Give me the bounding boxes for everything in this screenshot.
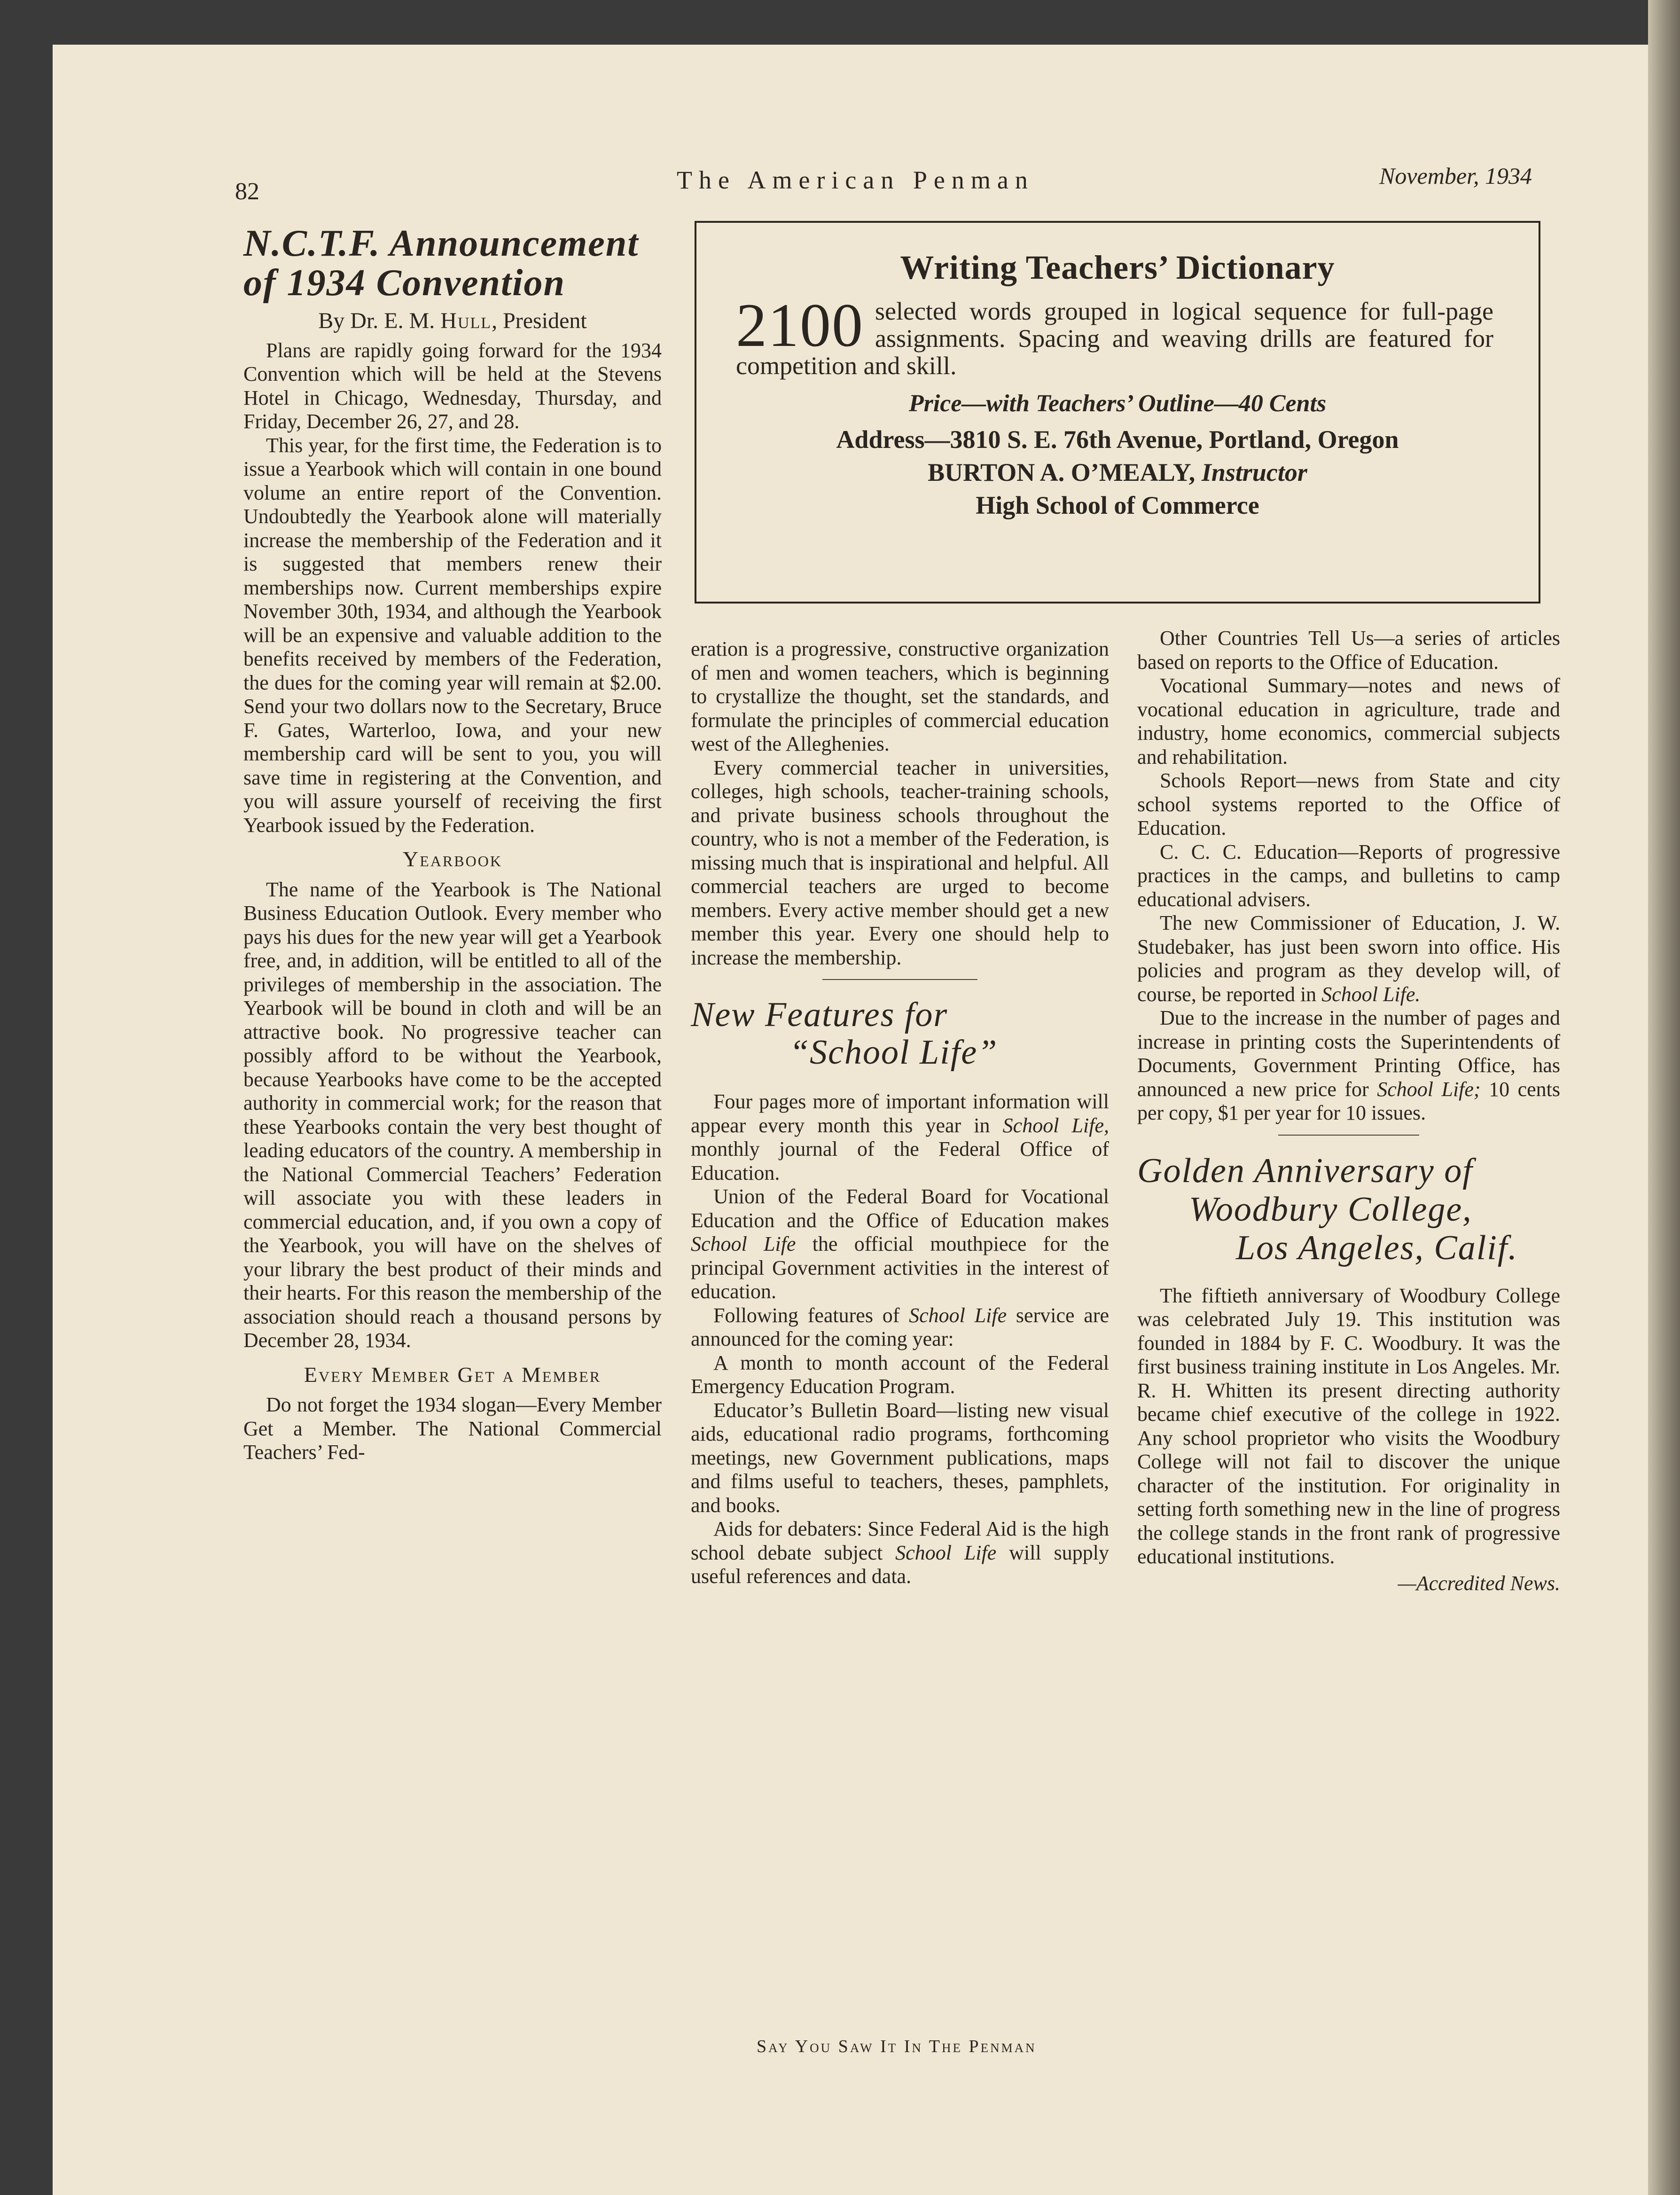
issue-date: November, 1934 (1379, 163, 1532, 189)
byline-suffix: , President (492, 308, 587, 333)
ad-body (736, 290, 1493, 380)
paragraph: Aids for debaters: Since Federal Aid is the high school debate subject School Life will supply useful references and data. (691, 1517, 1110, 1588)
ad-bottom-rule (695, 602, 1540, 604)
ad-big-number: 2100 (736, 290, 864, 360)
title-line: New Features for (691, 996, 948, 1034)
ad-title: Writing Teachers’ Dictionary (900, 249, 1335, 286)
ad-address: Address—3810 S. E. 76th Avenue, Portland, Oregon (836, 425, 1399, 454)
paragraph: Every commercial teacher in universities, colleges, high schools, teacher-training schools, and private business schools throughout the country, who is not a member of the Federation, is missing much that is inspirational and helpful. All commercial teachers are urged to become members. Every active member should get a new member this year. Every one should help to increase the membership. (691, 756, 1109, 969)
column-1 (243, 224, 662, 1465)
ad-body-text: selected words grouped in logical sequence for full-page assignments. Spacing and weaving drills are featured for competition and skill. (736, 297, 1493, 380)
paragraph: Other Countries Tell Us—a series of articles based on reports to the Office of Education. (1137, 627, 1560, 674)
subhead-yearbook: Yearbook (403, 847, 502, 871)
paragraph: The new Commissioner of Education, J. W. Studebaker, has just been sworn into office. His policies and program as they develop will, of course, be reported in School Life. (1137, 911, 1560, 1006)
paragraph: Union of the Federal Board for Vocational Education and the Office of Education makes School Life the official mouthpiece for the principal Government activities in the interest of education. (691, 1185, 1109, 1303)
article-title-ncft: N.C.T.F. Announcement of 1934 Convention (243, 223, 639, 304)
paragraph: Plans are rapidly going forward for the 1934 Convention which will be held at the Stevens Hotel in Chicago, Wednesday, Thursday, and Friday, December 26, 27, and 28. (243, 338, 662, 433)
paragraph: Following features of School Life service are announced for the coming year: (691, 1303, 1109, 1350)
byline-name: Hull (440, 308, 492, 333)
paragraph: Do not forget the 1934 slogan—Every Member Get a Member. The National Commercial Teachers’ Fed- (243, 1393, 662, 1464)
book-spine-edge (1648, 0, 1680, 2195)
section-divider (1278, 1135, 1419, 1136)
ad-price: Price—with Teachers’ Outline—40 Cents (908, 390, 1327, 417)
article-title-woodbury (1137, 1152, 1560, 1267)
byline (243, 309, 662, 333)
page-number: 82 (235, 178, 259, 205)
paragraph: The name of the Yearbook is The National Business Education Outlook. Every member who pays his dues for the new year will get a Yearbook free, and, in addition, will be entitled to all of the privileges of membership in the association. The Yearbook will be bound in cloth and will be an attractive book. No progressive teacher can possibly afford to be without the Yearbook, because Yearbooks have come to be the accepted authority in commercial work; for the reason that these Yearbooks contain the very best thought of leading educators of the country. A membership in the National Commercial Teachers’ Federation will associate you with these leaders in commercial education, and, if you own a copy of the Yearbook, you will have on the shelves of your library the best product of their minds and their hearts. For this reason the membership of the association should reach a thousand persons by December 28, 1934. (243, 878, 662, 1352)
credit-line: —Accredited News. (1398, 1571, 1560, 1595)
section-divider (822, 979, 977, 980)
ad-instructor (696, 458, 1539, 487)
column-2 (691, 637, 1109, 1589)
paragraph: Schools Report—news from State and city school systems reported to the Office of Education. (1137, 769, 1560, 839)
title-line: Woodbury College, (1189, 1190, 1472, 1229)
title-line: “School Life” (789, 1033, 998, 1072)
paragraph: Four pages more of important information will appear every month this year in School Life, monthly journal of the Federal Office of Education. (691, 1090, 1109, 1184)
paragraph: Vocational Summary—notes and news of vocational education in agriculture, trade and industry, home economics, commercial subjects and rehabilitation. (1137, 674, 1560, 768)
byline-prefix: By Dr. E. M. (318, 308, 435, 333)
paragraph: C. C. C. Education—Reports of progressive practices in the camps, and bulletins to camp educational advisers. (1137, 840, 1560, 911)
paragraph: Educator’s Bulletin Board—listing new visual aids, educational radio programs, forthcoming meetings, new Government publications, maps and films useful to teachers, theses, pamphlets, and books. (691, 1398, 1109, 1517)
ad-name-title: Instructor (1201, 458, 1307, 486)
masthead: The American Penman (677, 166, 1034, 194)
article-title-school-life (691, 996, 1109, 1071)
column-3 (1137, 627, 1560, 1595)
paragraph: Due to the increase in the number of pages and increase in printing costs the Superintendents of Documents, Government Printing Office, has announced a new price for School Life; 10 cents per copy, $1 per year for 10 issues. (1137, 1006, 1561, 1124)
page-footer: Say You Saw It In The Penman (757, 2037, 1037, 2056)
paragraph: A month to month account of the Federal Emergency Education Program. (691, 1351, 1109, 1398)
dictionary-advertisement (695, 221, 1540, 604)
ad-school: High School of Commerce (976, 491, 1259, 519)
title-line: Los Angeles, Calif. (1236, 1228, 1518, 1267)
title-line: Golden Anniversary of (1137, 1151, 1473, 1190)
ad-name: BURTON A. O’MEALY, (928, 458, 1196, 486)
paragraph: This year, for the first time, the Federation is to issue a Yearbook which will contain in one bound volume an entire report of the Convention. Undoubtedly the Yearbook alone will materially increase the membership of the Federation and it is suggested that members renew their memberships now. Current memberships expire November 30th, 1934, and although the Yearbook will be an expensive and valuable addition to the benefits received by members of the Federation, the dues for the coming year will remain at $2.00. Send your two dollars now to the Secretary, Bruce F. Gates, Warterloo, Iowa, and your new membership card will be sent to you, you will save time in registering at the Convention, and you will assure yourself of receiving the first Yearbook issued by the Federation. (243, 433, 662, 837)
subhead-every-member: Every Member Get a Member (304, 1362, 602, 1387)
paragraph: The fiftieth anniversary of Woodbury College was celebrated July 19. This institution was founded in 1884 by F. C. Woodbury. It was the first business training institute in Los Angeles. Mr. R. H. Whitten its present directing authority became chief executive of the college in 1922. Any school proprietor who visits the Woodbury College will not fail to discover the unique character of the institution. For originality in setting forth something new in the line of progress the college stands in the front rank of progressive educational institutions. (1137, 1284, 1560, 1568)
paragraph: eration is a progressive, constructive organization of men and women teachers, which is beginning to crystallize the thought, set the standards, and formulate the principles of commercial education west of the Alleghenies. (691, 637, 1109, 755)
